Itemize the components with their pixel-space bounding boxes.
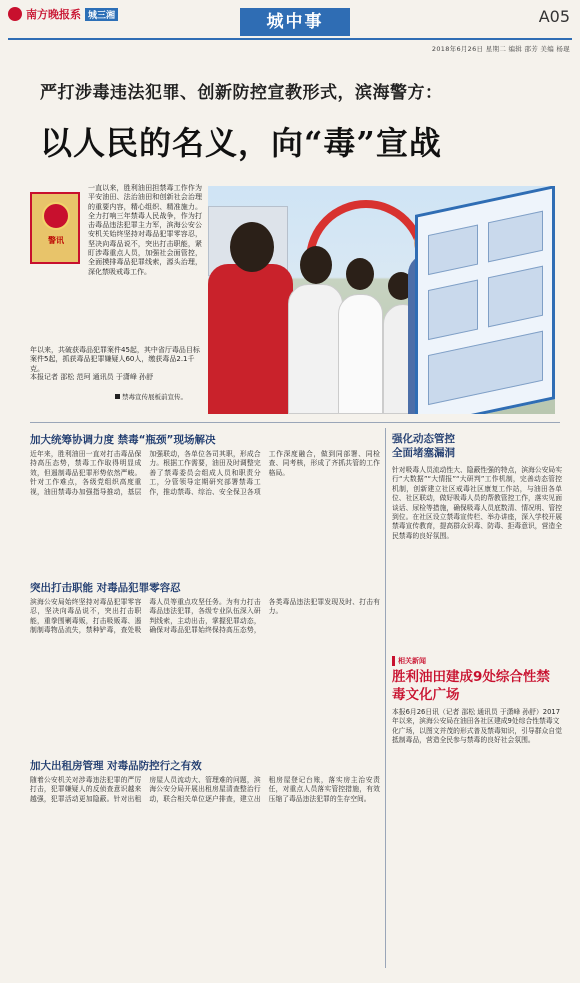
section-title: 突出打击职能 对毒品犯罪零容忍 — [30, 582, 181, 594]
related-news-body: 本报6月26日讯（记者 邵松 通讯员 于潇峰 孙舒）2017年以来，滨海公安局在油田各社区建成9处综合性禁毒文化广场，以图文并茂的形式普及禁毒知识，引导群众自觉抵制毒品，营造全民参与禁毒的良好社会氛围。 — [392, 708, 562, 745]
section-title: 加大统筹协调力度 禁毒“瓶颈”现场解决 — [30, 434, 216, 446]
sub-brand: 城三湘 — [85, 8, 118, 21]
police-emblem-icon — [42, 202, 70, 230]
section-body: 随着公安机关对涉毒违法犯罪的严厉打击，犯罪嫌疑人的反侦查意识越来越强，犯罪活动更加隐蔽。针对出租房屋人员流动大、管理难的问题，滨海公安分局开展出租房屋清查整治行动，联合相关单位逐户排查，建立出租房屋登记台账，落实房主治安责任，对重点人员落实管控措施，有效压缩了毒品违法犯罪的生存空间。 — [30, 776, 380, 803]
board-panel — [488, 266, 543, 328]
masthead-divider — [8, 38, 572, 40]
board-panel — [488, 211, 543, 263]
student-person — [288, 284, 343, 414]
section-body: 近年来，胜利油田一直对打击毒品保持高压态势，禁毒工作取得明显成效，但遏制毒品犯罪形势依然严峻。针对工作难点，各级党组织高度重视，油田禁毒办加强指导推动，基层加强联动，各单位各司其职，形成合力。根据工作需要，油田及时调整完善了禁毒委员会组成人员和职责分工，分管领导定期研究部署禁毒工作，推动禁毒、综治、安全保卫各项工作深度融合，做到同部署、同检查、同考核，形成了齐抓共管的工作格局。 — [30, 450, 380, 496]
related-news-title: 胜利油田建成9处综合性禁毒文化广场 — [392, 669, 550, 703]
column-divider — [385, 428, 386, 968]
news-photo — [208, 186, 555, 414]
board-panel — [428, 279, 478, 340]
badge-text: 警讯 — [48, 236, 64, 245]
related-news-label: 相关新闻 — [392, 656, 426, 666]
student-head — [230, 222, 274, 272]
article-kicker: 严打涉毒违法犯罪、创新防控宣教形式，滨海警方： — [40, 83, 443, 103]
student-head — [346, 258, 374, 290]
section-body: 滨海公安局始终坚持对毒品犯罪零容忍，坚决向毒品说不，突出打击职能，重拳围剿毒贩，打击吸贩毒、遏制制毒物品流失，禁种铲毒，查处吸毒人员等重点攻坚任务。为有力打击毒品违法犯罪，各级专业队伍深入研判线索，主动出击，掌握犯罪动态，确保对毒品犯罪始终保持高压态势，各类毒品违法犯罪发现及时、打击有力。 — [30, 598, 380, 635]
police-badge-icon — [30, 192, 80, 264]
article-intro-tail: 年以来，共破获毒品犯罪案件45起，其中省厅毒品目标案件5起，抓获毒品犯罪嫌疑人60人，缴获毒品2.1千克。 — [30, 346, 200, 373]
board-panel — [428, 224, 478, 275]
section-title: 强化动态管控 全面堵塞漏洞 — [392, 433, 455, 459]
section-title: 加大出租房管理 对毒品防控行之有效 — [30, 760, 202, 772]
board-panel — [428, 331, 543, 405]
paper-name: 南方晚报系 — [26, 8, 81, 21]
page-number: A05 — [538, 7, 570, 26]
paper-logo-icon — [8, 7, 22, 21]
masthead — [0, 0, 580, 53]
paper-logo — [8, 6, 118, 22]
article-byline: 本报记者 邵松 范珂 通讯员 于潇峰 孙舒 — [30, 373, 154, 381]
student-head — [300, 246, 332, 284]
section-tag: 城中事 — [240, 8, 350, 36]
display-board — [415, 186, 555, 414]
student-person — [338, 294, 383, 414]
section-divider — [30, 422, 560, 423]
section-body: 针对吸毒人员流动性大、隐蔽性强的特点，滨海公安局实行“大数据”“大情报”“大研判”工作机制，完善动态管控机制，创新建立社区戒毒社区康复工作站，与油田各单位、社区联动，做好吸毒人员的帮教管控工作，落实见面谈话、尿检等措施，确保吸毒人员底数清、情况明、管控到位。在社区设立禁毒宣传栏、举办讲座，深入学校开展禁毒宣传教育，提高群众识毒、防毒、拒毒意识，营造全民禁毒的良好氛围。 — [392, 466, 562, 540]
date-line: 2018年6月26日 星期二 编辑 邵芳 美编 杨琨 — [431, 45, 570, 53]
student-person — [208, 264, 293, 414]
photo-caption: 禁毒宣传展板前宣传。 — [115, 392, 201, 401]
article-headline: 以人民的名义，向“毒”宣战 — [40, 124, 442, 162]
article-intro: 一直以来，胜利油田担禁毒工作作为平安油田、法治油田和创新社会治理的重要内容，精心组织、精准施力。全力打响三年禁毒人民战争，作为打击毒品违法犯罪主力军，滨海公安公安机关始终坚持对毒品犯罪零容忍，坚决向毒品说不，突出打击职能，紧盯涉毒重点人员，加强社会面管控，全面摸排毒品犯罪线索，源头治理，深化禁吸戒毒工作。 — [88, 184, 202, 276]
